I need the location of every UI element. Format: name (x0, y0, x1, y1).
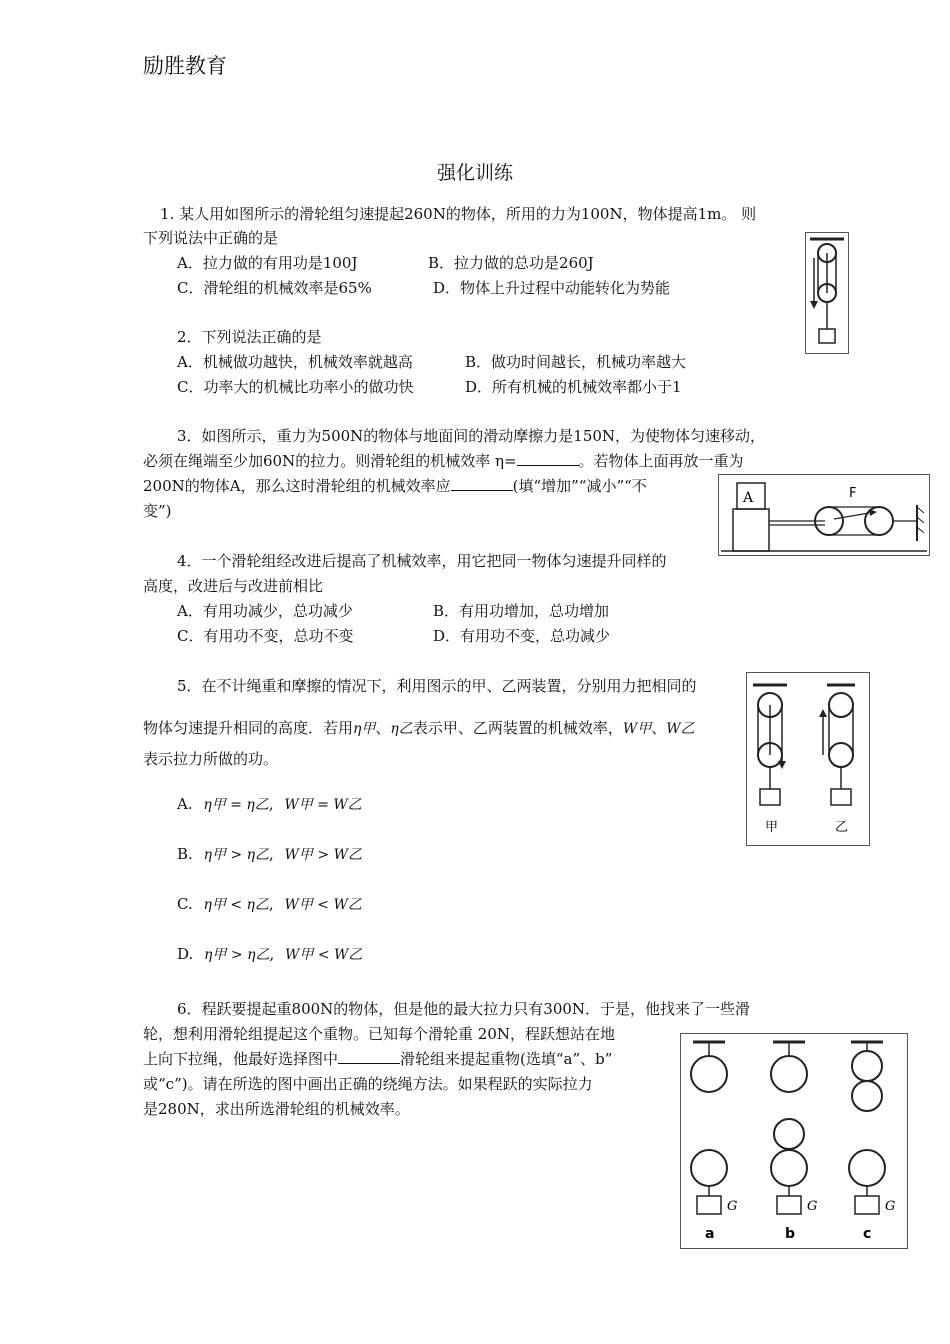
q6-line3-text-b: 滑轮组来提起重物(选填“a”、b” (400, 1050, 613, 1068)
q3-line4: 变”) (143, 502, 172, 520)
q3-line2-text-a: 必须在绳端至少加60N的拉力。则滑轮组的机械效率 η= (143, 452, 517, 470)
q5-line2 (143, 717, 695, 740)
q5-option-c-w: W甲 < W乙 (284, 897, 362, 913)
q2-option-b: B．做功时间越长，机械功率越大 (465, 353, 687, 371)
q5-option-d (177, 943, 362, 966)
q4-option-d: D．有用功不变，总功减少 (433, 627, 611, 645)
q5-option-a-label: A. (177, 795, 193, 813)
q5-option-a-w: W甲 = W乙 (284, 797, 362, 813)
q3-line3-text-a: 200N的物体A，那么这时滑轮组的机械效率应 (143, 477, 451, 495)
q6-line1: 6．程跃要提起重800N的物体，但是他的最大拉力只有300N．于是，他找来了一些滑 (177, 1000, 751, 1018)
q5-sep-2: 、 (651, 719, 667, 737)
q3-line2 (143, 450, 744, 472)
q6-figure-g-b: G (807, 1199, 818, 1214)
q6-figure-label-a: a (705, 1226, 715, 1242)
q1-line2: 下列说法中正确的是 (143, 229, 279, 247)
q3-blank-change[interactable] (451, 476, 513, 491)
q6-line3-text-a: 上向下拉绳，他最好选择图中 (143, 1050, 339, 1068)
q4-line1: 4．一个滑轮组经改进后提高了机械效率，用它把同一物体匀速提升同样的 (177, 552, 667, 570)
q1-option-a: A．拉力做的有用功是100J (177, 254, 358, 272)
q3-line2-text-b: 。若物体上面再放一重为 (578, 452, 744, 470)
q5-option-a-eta: η甲 = η乙 (203, 797, 269, 813)
q6-line5: 是280N，求出所选滑轮组的机械效率。 (143, 1100, 410, 1118)
q5-figure-label-jia: 甲 (765, 820, 779, 835)
q5-option-c (177, 893, 362, 916)
q3-horizontal-pulley-figure (718, 474, 930, 556)
q5-option-d-w: W甲 < W乙 (285, 947, 363, 963)
q3-blank-efficiency[interactable] (517, 451, 579, 466)
pulley-diagram-5 (747, 673, 869, 845)
q5-line2-text-a: 物体匀速提升相同的高度．若用 (143, 719, 354, 737)
q5-w-yi: W乙 (666, 721, 695, 737)
q5-option-d-label: D. (177, 945, 194, 963)
pulley-diagram-6 (681, 1034, 907, 1248)
q6-blank-choice[interactable] (338, 1049, 400, 1064)
q1-option-b: B．拉力做的总功是260J (428, 254, 594, 272)
q4-option-c: C．有用功不变，总功不变 (177, 627, 354, 645)
q6-line4: 或“c”)。请在所选的图中画出正确的绕绳方法。如果程跃的实际拉力 (143, 1075, 593, 1093)
q6-pulley-options-figure (680, 1033, 908, 1249)
q2-option-a: A．机械做功越快，机械效率就越高 (177, 353, 413, 371)
q5-line1: 5．在不计绳重和摩擦的情况下，利用图示的甲、乙两装置，分别用力把相同的 (177, 677, 697, 695)
q5-sep-1: 、 (375, 719, 391, 737)
q4-line2: 高度，改进后与改进前相比 (143, 577, 324, 595)
q1-option-c: C．滑轮组的机械效率是65% (177, 279, 372, 297)
q5-option-a (177, 793, 362, 816)
q1-line1: 1. 某人用如图所示的滑轮组匀速提起260N的物体，所用的力为100N，物体提高1m。 则 (160, 205, 757, 223)
q1-pulley-figure (805, 232, 849, 354)
q4-option-a: A．有用功减少，总功减少 (177, 602, 353, 620)
q5-line2-text-b: 表示甲、乙两装置的机械效率， (412, 719, 623, 737)
pulley-diagram-1 (806, 233, 848, 353)
header-brand: 励胜教育 (143, 54, 227, 78)
q2-option-d: D．所有机械的机械效率都小于1 (465, 378, 682, 396)
pulley-diagram-3 (719, 475, 929, 555)
q5-option-b-eta: η甲 > η乙 (203, 847, 269, 863)
q3-figure-label-f: F (849, 486, 857, 501)
q3-line3 (143, 475, 647, 497)
q5-w-jia: W甲 (622, 721, 652, 737)
q4-option-b: B．有用功增加，总功增加 (433, 602, 610, 620)
q6-line3 (143, 1048, 612, 1070)
q2-line1: 2．下列说法正确的是 (177, 328, 322, 346)
q5-option-d-eta: η甲 > η乙 (204, 947, 270, 963)
q6-figure-g-c: G (885, 1199, 896, 1214)
q5-option-b-label: B. (177, 845, 193, 863)
q3-line3-text-b: (填“增加”“减小”“不 (512, 477, 647, 495)
q1-option-d: D．物体上升过程中动能转化为势能 (433, 279, 671, 297)
q5-option-d-comma: , (269, 945, 275, 963)
q5-option-c-eta: η甲 < η乙 (203, 897, 269, 913)
q5-option-c-comma: , (268, 895, 274, 913)
q5-option-b (177, 843, 362, 866)
q5-option-b-w: W甲 > W乙 (284, 847, 362, 863)
page-title: 强化训练 (436, 162, 513, 184)
q5-option-a-comma: , (268, 795, 274, 813)
q5-option-c-label: C. (177, 895, 193, 913)
q5-option-b-comma: , (268, 845, 274, 863)
q5-pulley-figure (746, 672, 870, 846)
q3-line1: 3．如图所示，重力为500N的物体与地面间的滑动摩擦力是150N，为使物体匀速移动， (177, 427, 766, 445)
q6-figure-label-b: b (785, 1226, 796, 1242)
q6-figure-g-a: G (727, 1199, 738, 1214)
q6-line2: 轮，想利用滑轮组提起这个重物。已知每个滑轮重 20N，程跃想站在地 (143, 1025, 615, 1043)
q5-figure-label-yi: 乙 (835, 820, 849, 835)
q3-figure-label-a: A (743, 490, 754, 506)
q5-eta-yi: η乙 (390, 721, 413, 737)
q5-line3: 表示拉力所做的功。 (143, 750, 279, 768)
q2-option-c: C．功率大的机械比功率小的做功快 (177, 378, 414, 396)
q6-figure-label-c: c (863, 1226, 872, 1242)
q5-eta-jia: η甲 (353, 721, 376, 737)
